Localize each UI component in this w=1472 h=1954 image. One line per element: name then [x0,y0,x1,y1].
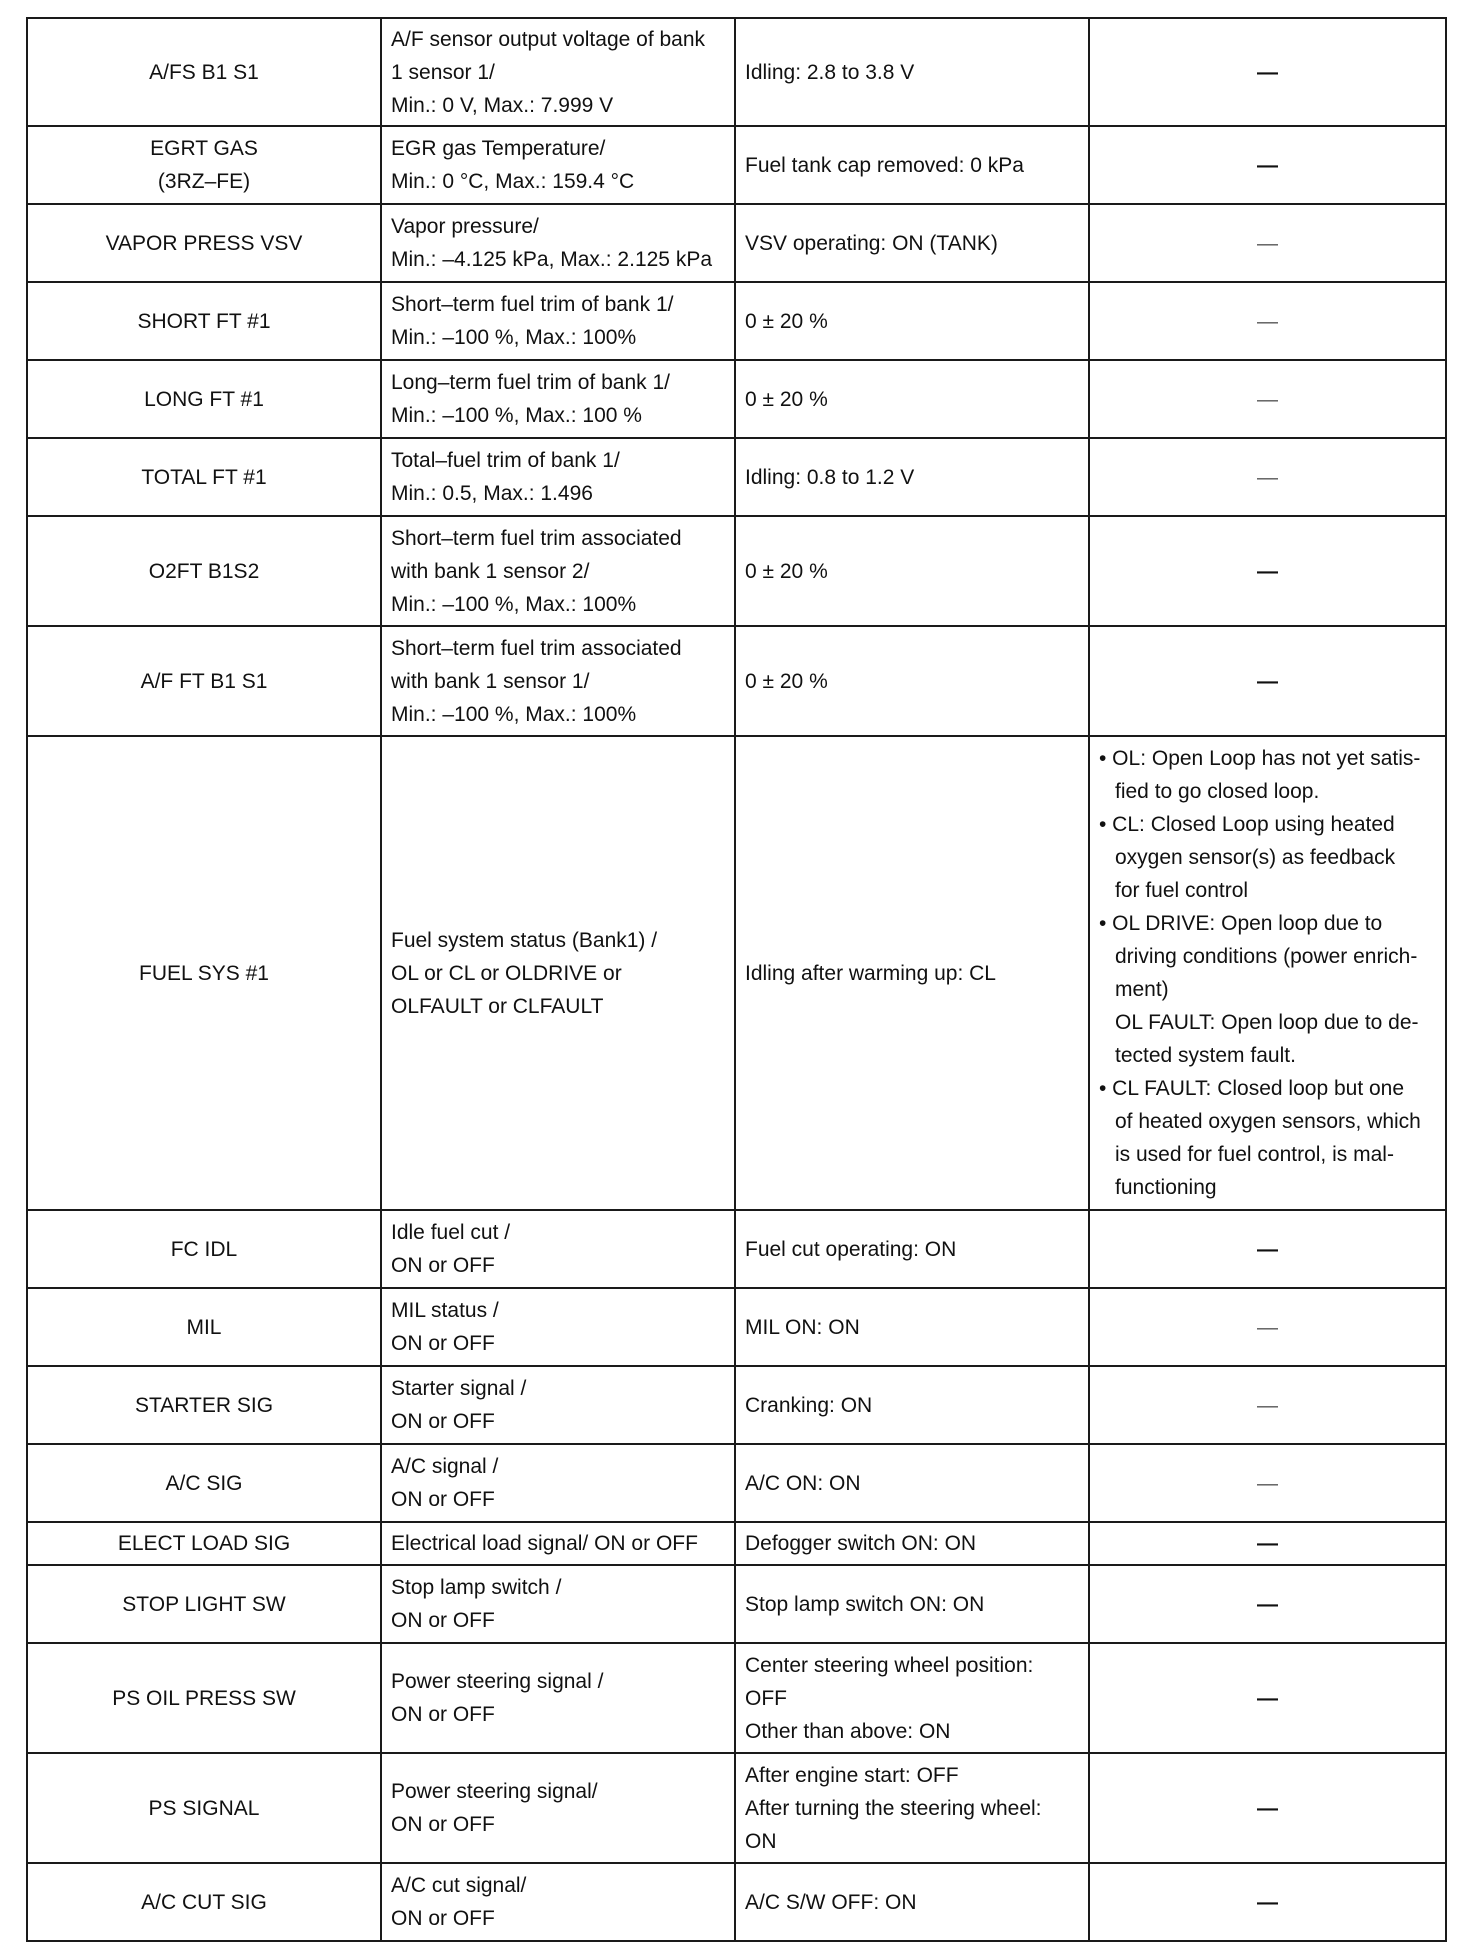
description-cell [381,626,735,736]
item-line: A/F FT B1 S1 [140,669,268,693]
desc-line: A/C signal / [391,1455,499,1478]
cond-line: Fuel tank cap removed: 0 kPa [745,153,1024,177]
note-cell [1089,204,1446,282]
desc-line: Min.: 0 °C, Max.: 159.4 °C [391,170,635,193]
cond-line: Idling: 2.8 to 3.8 V [745,60,915,84]
condition-cell [735,736,1089,1210]
empty-dash: — [1257,387,1278,411]
condition-cell [735,516,1089,626]
item-cell [27,126,381,204]
desc-line: ON or OFF [391,1609,495,1632]
item-cell [27,282,381,360]
cond-line: VSV operating: ON (TANK) [745,231,998,255]
note-bullet-line: • OL DRIVE: Open loop due to [1099,912,1383,935]
desc-line: ON or OFF [391,1410,495,1433]
empty-dash: — [1257,231,1278,255]
item-cell [27,438,381,516]
cond-line: Center steering wheel position: [745,1653,1034,1677]
item-cell [27,736,381,1210]
table-row [27,626,1446,736]
desc-line: Min.: 0 V, Max.: 7.999 V [391,93,614,117]
desc-line: Min.: –100 %, Max.: 100% [391,326,637,349]
item-line: (3RZ–FE) [157,170,251,193]
item-line: PS OIL PRESS SW [112,1686,296,1710]
condition-cell [735,1366,1089,1444]
condition-cell [735,360,1089,438]
note-cell [1089,1565,1446,1643]
table-row [27,1565,1446,1643]
desc-line: ON or OFF [391,1703,495,1726]
item-line: FC IDL [170,1237,238,1261]
item-line: A/FS B1 S1 [149,60,259,84]
table-row [27,126,1446,204]
note-line: fied to go closed loop. [1115,780,1320,803]
table-row [27,438,1446,516]
cond-line: Other than above: ON [745,1719,951,1743]
desc-line: with bank 1 sensor 2/ [391,559,590,583]
description-cell [381,1210,735,1288]
condition-cell [735,1643,1089,1753]
desc-line: Vapor pressure/ [391,215,539,238]
cond-line: 0 ± 20 % [745,387,828,411]
desc-line: Long–term fuel trim of bank 1/ [391,371,670,394]
item-line: EGRT GAS [150,137,258,160]
item-line: O2FT B1S2 [148,559,260,583]
desc-line: ON or OFF [391,1488,495,1511]
note-line: driving conditions (power enrich- [1115,945,1418,968]
description-cell [381,126,735,204]
note-line: functioning [1115,1176,1217,1199]
note-cell [1089,1288,1446,1366]
description-cell [381,1643,735,1753]
empty-dash: — [1257,1686,1278,1710]
note-cell [1089,126,1446,204]
description-cell [381,282,735,360]
item-cell [27,1863,381,1941]
table-row [27,516,1446,626]
desc-line: Electrical load signal/ ON or OFF [391,1532,698,1555]
note-line: is used for fuel control, is mal- [1115,1143,1394,1166]
desc-line: Short–term fuel trim associated [391,526,682,550]
description-cell [381,360,735,438]
note-cell [1089,1753,1446,1863]
item-cell [27,1643,381,1753]
condition-cell [735,1444,1089,1522]
note-bullet-line: • OL: Open Loop has not yet satis- [1099,747,1421,770]
cond-line: A/C ON: ON [745,1471,861,1495]
description-cell [381,736,735,1210]
note-cell [1089,1863,1446,1941]
cond-line: A/C S/W OFF: ON [745,1890,917,1914]
condition-cell [735,1863,1089,1941]
item-line: FUEL SYS #1 [139,961,269,985]
empty-dash: — [1257,1890,1278,1914]
empty-dash: — [1257,309,1278,333]
item-line: A/C CUT SIG [141,1890,267,1914]
item-cell [27,1210,381,1288]
note-cell [1089,1366,1446,1444]
desc-line: Short–term fuel trim associated [391,636,682,660]
note-cell [1089,516,1446,626]
item-cell [27,1444,381,1522]
desc-line: OLFAULT or CLFAULT [391,994,604,1018]
table-row [27,282,1446,360]
description-cell [381,1444,735,1522]
item-line: ELECT LOAD SIG [117,1532,291,1555]
desc-line: 1 sensor 1/ [391,60,495,84]
description-cell [381,1565,735,1643]
desc-line: Min.: 0.5, Max.: 1.496 [391,482,593,505]
item-line: VAPOR PRESS VSV [105,231,303,255]
item-line: A/C SIG [165,1471,243,1495]
description-cell [381,1863,735,1941]
desc-line: with bank 1 sensor 1/ [391,669,590,693]
description-cell [381,204,735,282]
note-cell [1089,1210,1446,1288]
condition-cell [735,1522,1089,1565]
note-line: OL FAULT: Open loop due to de- [1115,1011,1419,1034]
item-line: SHORT FT #1 [137,309,271,333]
item-cell [27,1522,381,1565]
item-line: LONG FT #1 [144,387,264,411]
table-row [27,736,1446,1210]
note-bullet-line: • CL: Closed Loop using heated [1099,813,1395,836]
condition-cell [735,438,1089,516]
empty-dash: — [1257,1532,1278,1555]
desc-line: ON or OFF [391,1813,495,1836]
cond-line: OFF [745,1686,787,1710]
note-cell [1089,1643,1446,1753]
description-cell [381,1288,735,1366]
condition-cell [735,204,1089,282]
empty-dash: — [1257,1393,1278,1417]
desc-line: Starter signal / [391,1377,527,1400]
table-row [27,1288,1446,1366]
desc-line: Min.: –100 %, Max.: 100% [391,702,637,726]
note-line: ment) [1115,978,1169,1001]
desc-line: A/F sensor output voltage of bank [391,27,706,51]
cond-line: 0 ± 20 % [745,559,828,583]
condition-cell [735,1753,1089,1863]
empty-dash: — [1257,1471,1278,1495]
condition-cell [735,626,1089,736]
item-cell [27,18,381,126]
item-cell [27,1288,381,1366]
desc-line: EGR gas Temperature/ [391,137,606,160]
condition-cell [735,126,1089,204]
cond-line: Stop lamp switch ON: ON [745,1592,985,1616]
cond-line: ON [745,1829,777,1853]
desc-line: Min.: –100 %, Max.: 100% [391,592,637,616]
item-line: STOP LIGHT SW [122,1592,286,1616]
desc-line: OL or CL or OLDRIVE or [391,961,622,985]
description-cell [381,18,735,126]
description-cell [381,1366,735,1444]
condition-cell [735,1210,1089,1288]
note-cell [1089,282,1446,360]
desc-line: Power steering signal/ [391,1780,598,1803]
desc-line: Total–fuel trim of bank 1/ [391,449,620,472]
empty-dash: — [1257,1592,1278,1616]
empty-dash: — [1257,669,1278,693]
cond-line: Cranking: ON [745,1393,873,1417]
empty-dash: — [1257,465,1278,489]
item-cell [27,1366,381,1444]
note-line: oxygen sensor(s) as feedback [1115,846,1396,869]
note-bullet-line: • CL FAULT: Closed loop but one [1099,1077,1405,1100]
desc-line: Short–term fuel trim of bank 1/ [391,293,674,316]
desc-line: A/C cut signal/ [391,1874,527,1897]
note-cell [1089,18,1446,126]
desc-line: ON or OFF [391,1332,495,1355]
diagnostic-data-table [26,17,1447,1942]
cond-line: 0 ± 20 % [745,669,828,693]
empty-dash: — [1257,1796,1278,1820]
item-line: PS SIGNAL [148,1796,260,1820]
empty-dash: — [1257,60,1278,84]
desc-line: Power steering signal / [391,1670,604,1693]
item-cell [27,626,381,736]
table-row [27,1753,1446,1863]
condition-cell [735,18,1089,126]
desc-line: Min.: –100 %, Max.: 100 % [391,404,642,427]
table-row [27,1366,1446,1444]
condition-cell [735,1565,1089,1643]
item-cell [27,1753,381,1863]
item-line: MIL [186,1315,222,1339]
description-cell [381,516,735,626]
note-cell [1089,626,1446,736]
desc-line: Min.: –4.125 kPa, Max.: 2.125 kPa [391,248,713,271]
cond-line: After engine start: OFF [745,1763,959,1787]
item-line: STARTER SIG [134,1393,274,1417]
note-cell [1089,1522,1446,1565]
cond-line: Idling after warming up: CL [745,961,996,985]
item-cell [27,360,381,438]
table-row [27,1210,1446,1288]
table-row [27,360,1446,438]
note-cell [1089,438,1446,516]
table-row [27,1522,1446,1565]
note-line: for fuel control [1115,879,1249,902]
table-row [27,1643,1446,1753]
item-line: TOTAL FT #1 [141,465,267,489]
cond-line: MIL ON: ON [745,1315,860,1339]
empty-dash: — [1257,153,1278,177]
desc-line: MIL status / [391,1299,499,1322]
cond-line: Defogger switch ON: ON [745,1532,977,1555]
condition-cell [735,1288,1089,1366]
item-cell [27,516,381,626]
table-row [27,1863,1446,1941]
empty-dash: — [1257,1237,1278,1261]
note-cell [1089,360,1446,438]
description-cell [381,1753,735,1863]
table-body [27,18,1446,1941]
description-cell [381,1522,735,1565]
desc-line: Idle fuel cut / [391,1221,511,1244]
note-line: tected system fault. [1115,1044,1296,1067]
description-cell [381,438,735,516]
cond-line: Fuel cut operating: ON [745,1237,957,1261]
cond-line: Idling: 0.8 to 1.2 V [745,465,915,489]
condition-cell [735,282,1089,360]
cond-line: 0 ± 20 % [745,309,828,333]
desc-line: ON or OFF [391,1254,495,1277]
note-cell [1089,1444,1446,1522]
desc-line: Stop lamp switch / [391,1576,562,1599]
desc-line: ON or OFF [391,1907,495,1930]
note-line: of heated oxygen sensors, which [1115,1110,1421,1133]
note-cell [1089,736,1446,1210]
empty-dash: — [1257,1315,1278,1339]
table-row [27,204,1446,282]
desc-line: Fuel system status (Bank1) / [391,928,658,952]
table-row [27,1444,1446,1522]
item-cell [27,204,381,282]
table-row [27,18,1446,126]
cond-line: After turning the steering wheel: [745,1796,1042,1820]
empty-dash: — [1257,559,1278,583]
item-cell [27,1565,381,1643]
